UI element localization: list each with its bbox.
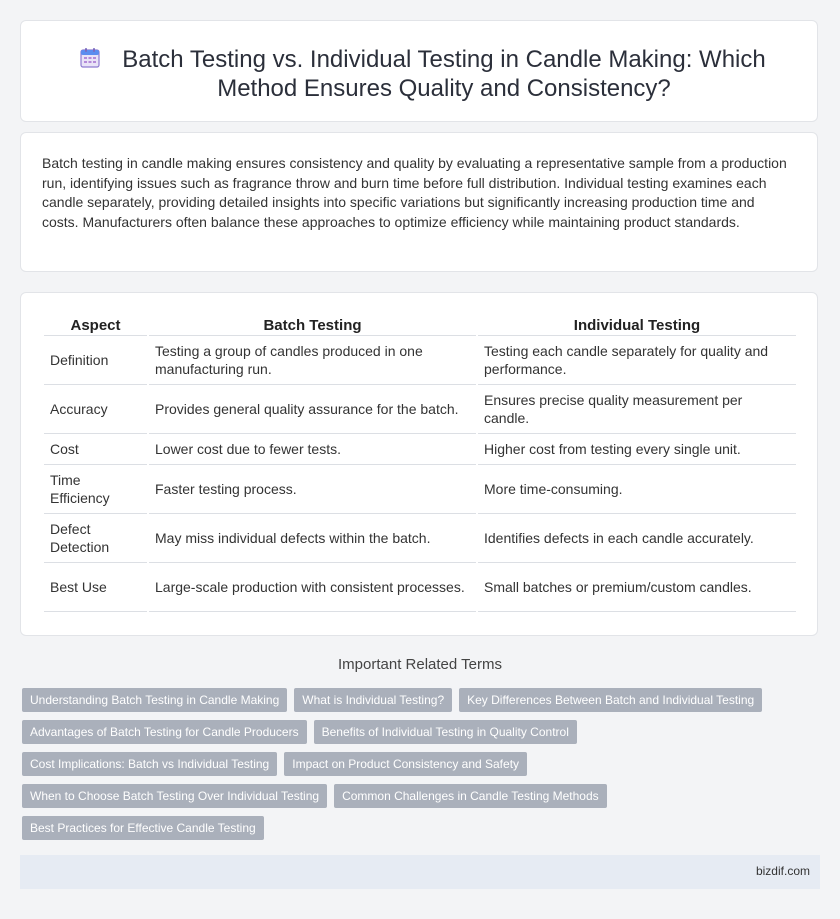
cell-individual: Testing each candle separately for quality and performance. [478,336,796,385]
cell-batch: Lower cost due to fewer tests. [149,434,476,465]
related-term-tag[interactable]: Benefits of Individual Testing in Quality Control [314,720,577,744]
cell-individual: Higher cost from testing every single unit. [478,434,796,465]
related-term-tag[interactable]: Common Challenges in Candle Testing Methods [334,784,607,808]
header-aspect: Aspect [44,315,147,336]
cell-aspect: Best Use [44,563,147,612]
cell-batch: May miss individual defects within the batch. [149,514,476,563]
cell-batch: Faster testing process. [149,465,476,514]
cell-batch: Testing a group of candles produced in one manufacturing run. [149,336,476,385]
page-title: Batch Testing vs. Individual Testing in Candle Making: Which Method Ensures Quality and Consistency? [122,46,766,102]
table-header-row [44,315,796,336]
comparison-table [42,315,798,612]
related-terms-heading: Important Related Terms [338,656,502,673]
header-batch-testing: Batch Testing [149,315,476,336]
cell-aspect: Time Efficiency [44,465,147,514]
intro-card [20,132,818,272]
cell-aspect: Definition [44,336,147,385]
cell-aspect: Accuracy [44,385,147,434]
table-row [44,336,796,385]
related-term-tag[interactable]: What is Individual Testing? [294,688,452,712]
cell-individual: Identifies defects in each candle accurately. [478,514,796,563]
cell-aspect: Cost [44,434,147,465]
related-term-tag[interactable]: Understanding Batch Testing in Candle Making [22,688,287,712]
cell-batch: Large-scale production with consistent processes. [149,563,476,612]
table-row [44,434,796,465]
calendar-icon [79,47,101,69]
table-row [44,385,796,434]
header-individual-testing: Individual Testing [478,315,796,336]
cell-aspect: Defect Detection [44,514,147,563]
related-term-tag[interactable]: When to Choose Batch Testing Over Individual Testing [22,784,327,808]
cell-individual: Ensures precise quality measurement per candle. [478,385,796,434]
title-card [20,20,818,122]
related-terms-list [22,688,802,840]
footer-brand[interactable]: bizdif.com [755,864,810,878]
table-row [44,563,796,612]
table-row [44,465,796,514]
related-term-tag[interactable]: Cost Implications: Batch vs Individual Testing [22,752,277,776]
footer [20,855,820,889]
related-term-tag[interactable]: Key Differences Between Batch and Individual Testing [459,688,762,712]
related-term-tag[interactable]: Advantages of Batch Testing for Candle Producers [22,720,307,744]
related-term-tag[interactable]: Impact on Product Consistency and Safety [284,752,527,776]
cell-individual: Small batches or premium/custom candles. [478,563,796,612]
table-row [44,514,796,563]
cell-individual: More time-consuming. [478,465,796,514]
intro-paragraph: Batch testing in candle making ensures consistency and quality by evaluating a representative sample from a production run, identifying issues such as fragrance throw and burn time before full distribution. Individual testing examines each candle separately, providing detailed insights into specific variations but significantly increasing production time and costs. Manufacturers often balance these approaches to optimize efficiency while maintaining product standards. [42,155,787,230]
cell-batch: Provides general quality assurance for the batch. [149,385,476,434]
comparison-table-card [20,292,818,636]
related-term-tag[interactable]: Best Practices for Effective Candle Testing [22,816,264,840]
